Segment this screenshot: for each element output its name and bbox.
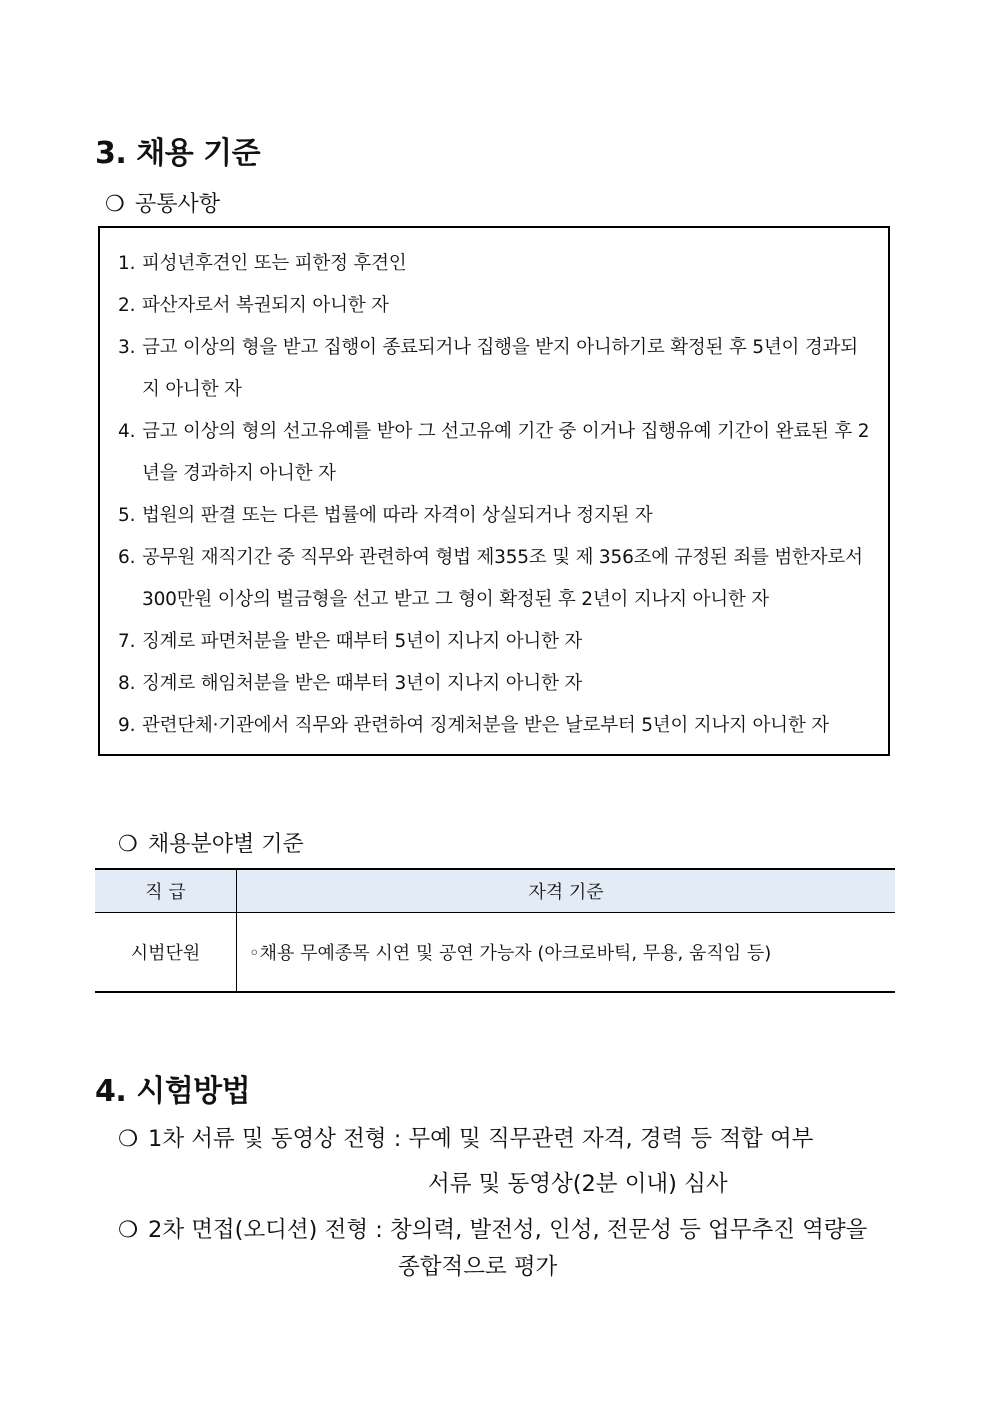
list-item: 8. 징계로 해임처분을 받은 때부터 3년이 지나지 아니한 자 <box>118 673 583 694</box>
exam-step-2-desc: 창의력, 발전성, 인성, 전문성 등 업무추진 역량을 <box>389 1217 868 1243</box>
field-heading-label: 채용분야별 기준 <box>148 832 304 857</box>
list-item: 2. 파산자로서 복권되지 아니한 자 <box>118 295 389 316</box>
common-heading-label: 공통사항 <box>135 192 221 217</box>
list-item: 7. 징계로 파면처분을 받은 때부터 5년이 지나지 아니한 자 <box>118 631 583 652</box>
list-item-continuation: 년을 경과하지 아니한 자 <box>142 463 336 484</box>
exam-step-1-desc: 무예 및 직무관련 자격, 경력 등 적합 여부 <box>408 1126 814 1152</box>
list-item: 9. 관련단체·기관에서 직무와 관련하여 징계처분을 받은 날로부터 5년이 지나지 아니한 자 <box>118 715 829 736</box>
common-heading <box>105 187 220 218</box>
list-item: 6. 공무원 재직기간 중 직무와 관련하여 형법 제355조 및 제 356조에 규정된 죄를 범한자로서 <box>118 547 863 568</box>
grade-cell: 시범단원 <box>95 913 237 993</box>
list-item: 1. 피성년후견인 또는 피한정 후견인 <box>118 253 407 274</box>
field-criteria-heading <box>118 827 304 858</box>
list-item-continuation: 지 아니한 자 <box>142 379 242 400</box>
exam-step-1 <box>118 1121 813 1153</box>
bullet-icon: ❍ <box>118 1126 139 1152</box>
section-4-title: 4. 시험방법 <box>95 1074 251 1109</box>
exam-step-2-label: 2차 면접(오디션) 전형 : <box>148 1217 383 1243</box>
criteria-cell: ◦채용 무예종목 시연 및 공연 가능자 (아크로바틱, 무용, 움직임 등) <box>237 913 896 993</box>
list-item: 5. 법원의 판결 또는 다른 법률에 따라 자격이 상실되거나 정지된 자 <box>118 505 653 526</box>
table-row <box>95 913 895 993</box>
list-item-continuation: 300만원 이상의 벌금형을 선고 받고 그 형이 확정된 후 2년이 지나지 아니한 자 <box>142 589 769 610</box>
common-criteria-box <box>98 226 890 756</box>
column-header-criteria: 자격 기준 <box>237 869 896 913</box>
bullet-icon: ❍ <box>118 832 138 857</box>
column-header-grade: 직 급 <box>95 869 237 913</box>
criteria-table <box>95 868 895 993</box>
exam-step-1-label: 1차 서류 및 동영상 전형 : <box>148 1126 402 1152</box>
exam-step-2 <box>118 1212 867 1244</box>
bullet-icon: ❍ <box>118 1217 139 1243</box>
bullet-icon: ❍ <box>105 192 125 217</box>
exam-step-2-continuation: 종합적으로 평가 <box>398 1254 558 1280</box>
section-3-title: 3. 채용 기준 <box>95 136 261 171</box>
list-item: 4. 금고 이상의 형의 선고유예를 받아 그 선고유예 기간 중 이거나 집행유예 기간이 완료된 후 2 <box>118 421 870 442</box>
list-item: 3. 금고 이상의 형을 받고 집행이 종료되거나 집행을 받지 아니하기로 확정된 후 5년이 경과되 <box>118 337 858 358</box>
table-header-row <box>95 869 895 913</box>
exam-step-1-continuation: 서류 및 동영상(2분 이내) 심사 <box>428 1171 728 1197</box>
